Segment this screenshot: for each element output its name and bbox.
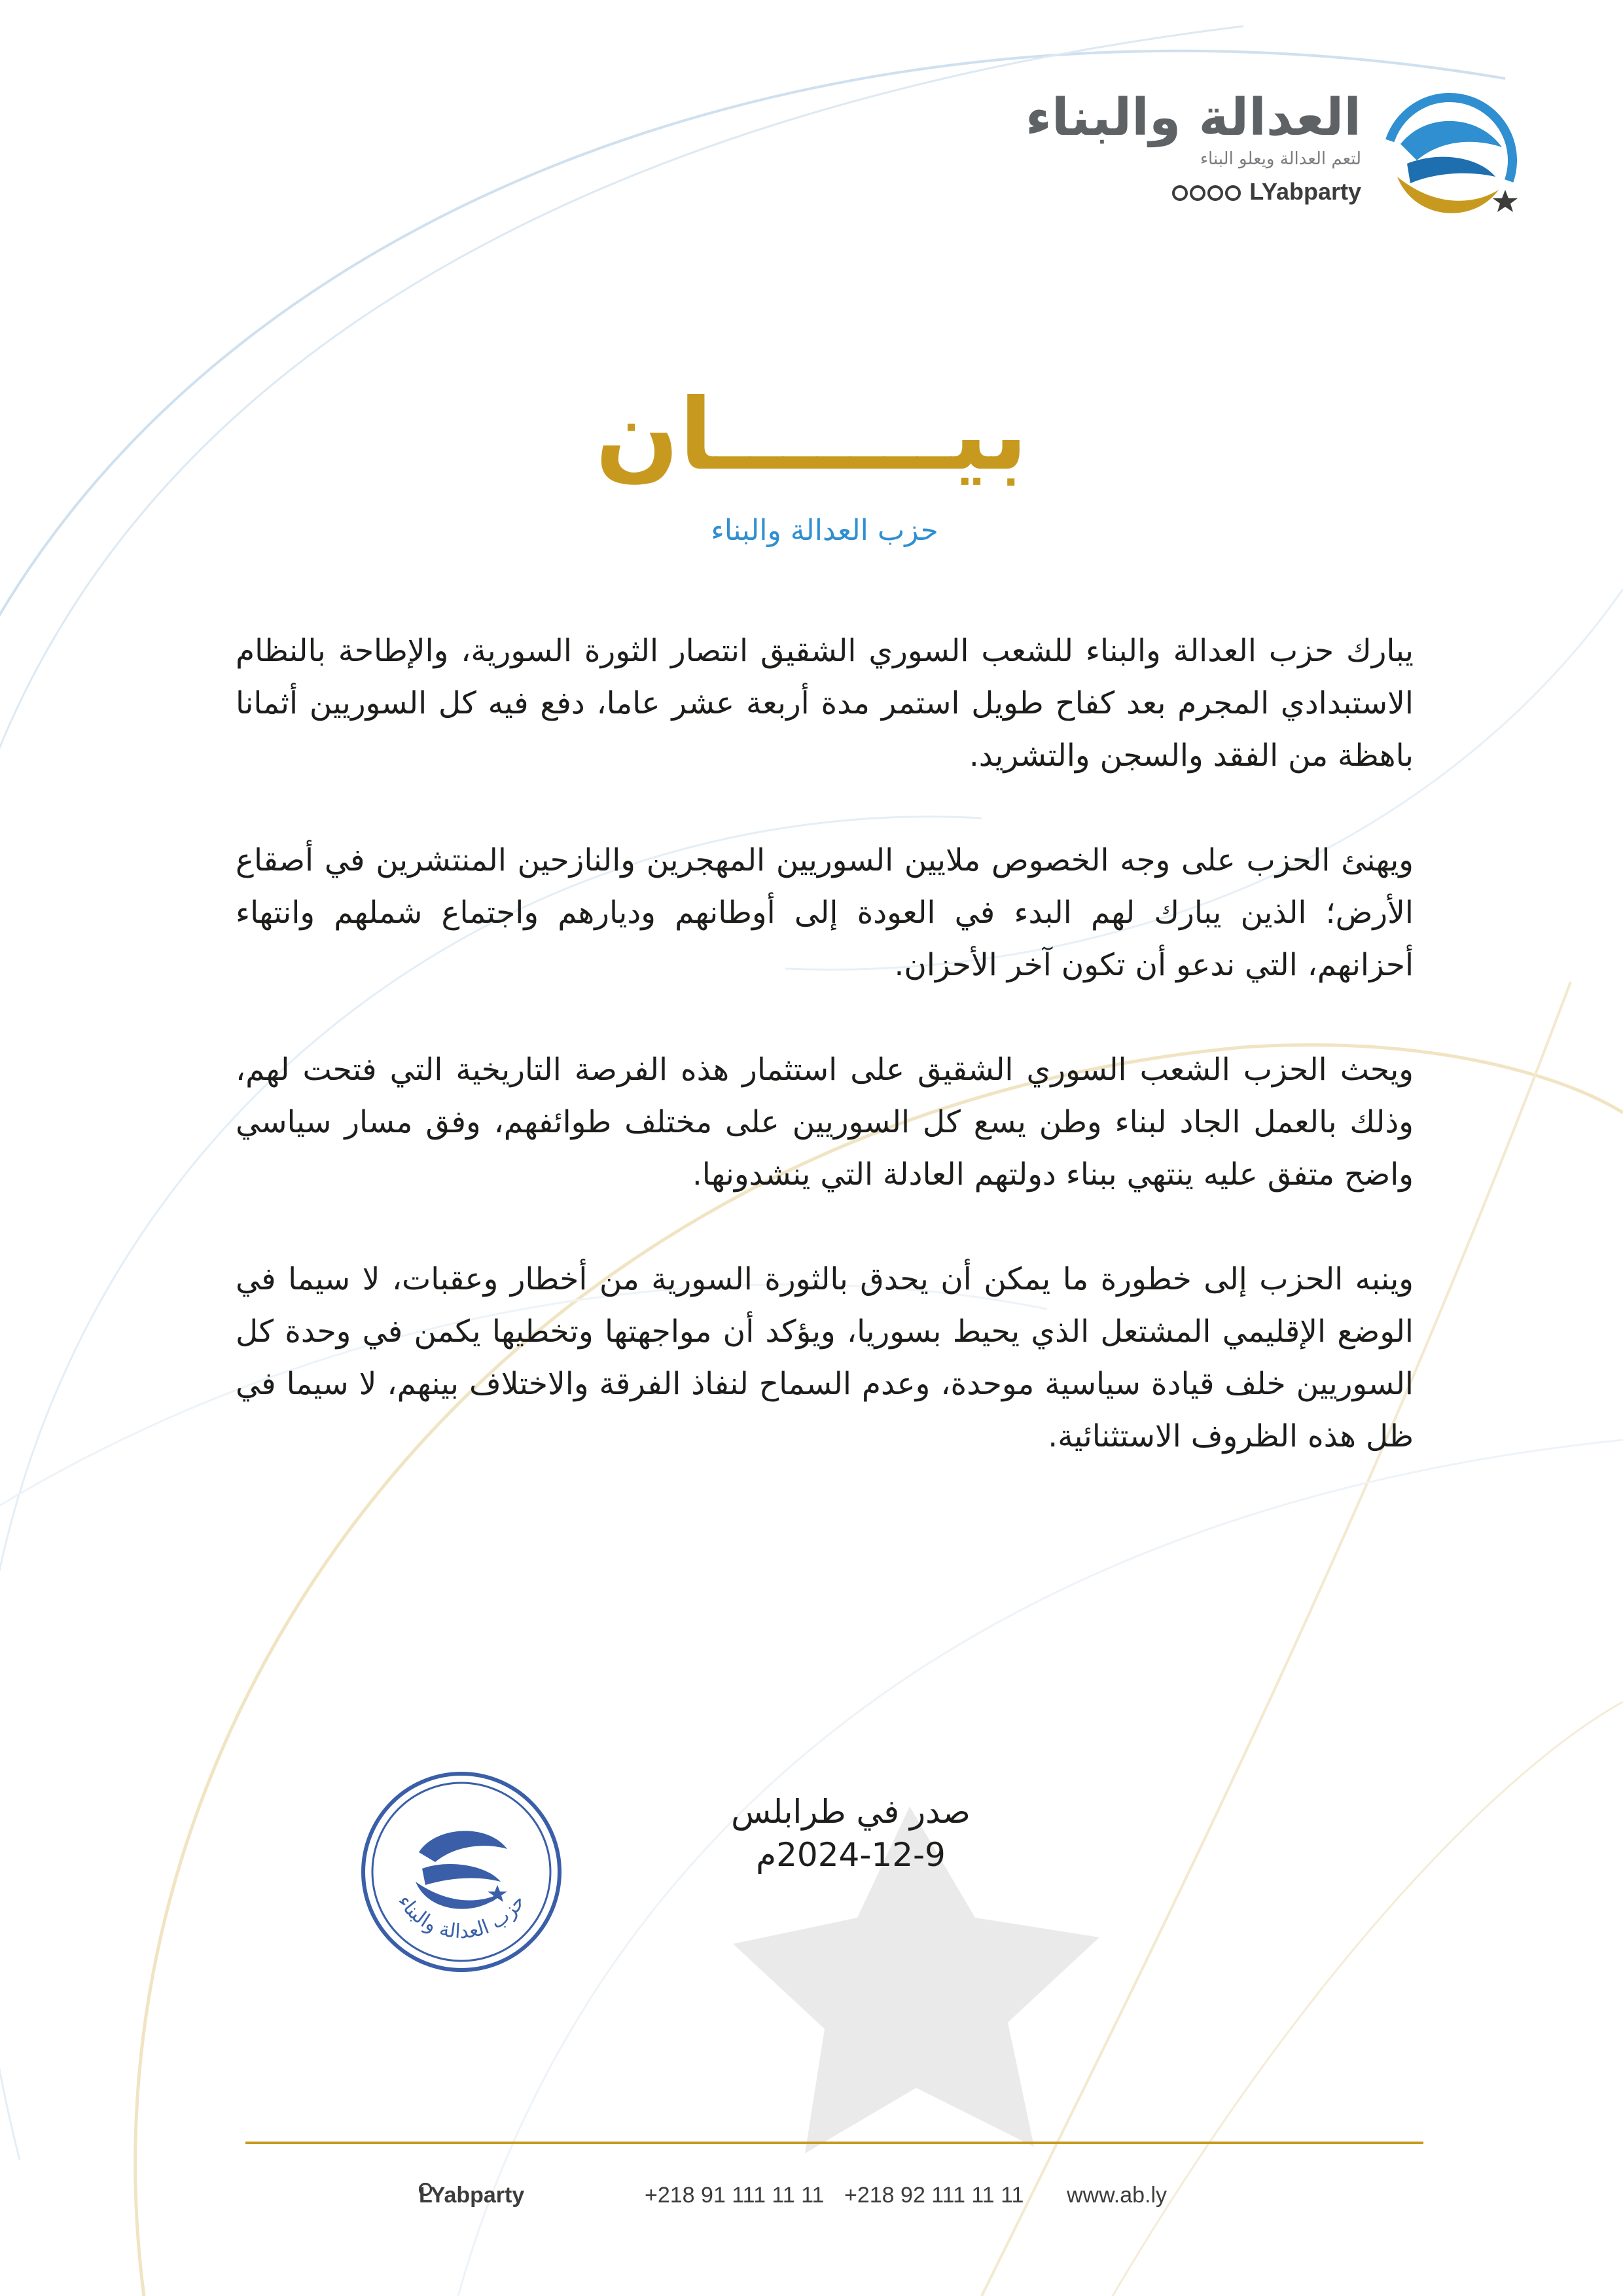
statement-title: بيـــــــان xyxy=(595,378,1028,492)
issued-block xyxy=(681,1790,1021,1876)
paragraph-3: ويحث الحزب الشعب السوري الشقيق على استثمار هذه الفرصة التاريخية التي فتحت لهم، وذلك بالعمل الجاد لبناء وطن يسع كل السوريين على مختلف طوائفهم، وفق مسار سياسي واضح متفق عليه ينتهي ببناء دولتهم العادلة التي ينشدونها. xyxy=(236,1052,1414,1193)
footer-phone-1[interactable]: +218 91 111 11 11 xyxy=(645,2183,825,2208)
party-name: العدالة والبناء xyxy=(1026,88,1361,147)
statement-subtitle: حزب العدالة والبناء xyxy=(711,514,938,547)
social-handle-row xyxy=(1021,178,1361,206)
footer-phone-2[interactable]: +218 92 111 11 11 xyxy=(844,2183,1024,2208)
social-handle: LYabparty xyxy=(1249,177,1361,205)
statement-title-block xyxy=(0,378,1623,547)
statement-body xyxy=(236,625,1414,1515)
twitter-icon xyxy=(1207,185,1223,201)
party-emblem-icon xyxy=(1381,92,1518,229)
footer-website-link[interactable]: www.ab.ly xyxy=(1067,2183,1168,2208)
footer xyxy=(419,2183,1217,2222)
party-slogan: لتعم العدالة ويعلو البناء xyxy=(1200,149,1361,169)
footer-social-handle: LYabparty xyxy=(419,2183,525,2208)
instagram-icon xyxy=(419,2183,432,2196)
facebook-icon xyxy=(1190,185,1205,201)
stamp-text: حزب العدالة والبناء xyxy=(393,1890,530,1944)
paragraph-4: وينبه الحزب إلى خطورة ما يمكن أن يحدق بالثورة السورية من أخطار وعقبات، لا سيما في الوضع الإقليمي المشتعل الذي يحيط بسوريا، ويؤكد أن مواجهتها وتخطيها يكمن في وحدة كل السوريين خلف قيادة سياسية موحدة، وعدم السماح لنفاذ الفرقة والاختلاف بينهم، لا سيما في ظل هذه الظروف الاستثنائية. xyxy=(236,1261,1414,1454)
youtube-icon xyxy=(1172,185,1188,201)
paragraph-2: ويهنئ الحزب على وجه الخصوص ملايين السوريين المهجرين والنازحين المنتشرين في أصقاع الأرض؛ الذين يبارك لهم البدء في العودة إلى أوطانهم وديارهم واجتماع شملهم وانتهاء أحزانهم، التي ندعو أن تكون آخر الأحزان. xyxy=(236,842,1414,983)
issued-place: صدر في طرابلس xyxy=(731,1793,971,1831)
footer-divider xyxy=(245,2142,1423,2144)
party-stamp xyxy=(357,1767,566,1977)
paragraph-1: يبارك حزب العدالة والبناء للشعب السوري الشقيق انتصار الثورة السورية، والإطاحة بالنظام الاستبدادي المجرم بعد كفاح طويل استمر مدة أربعة عشر عاما، دفع فيه كل السوريين أثمانا باهظة من الفقد والسجن والتشريد. xyxy=(236,633,1414,774)
instagram-icon xyxy=(1225,185,1241,201)
issued-date: 2024-12-9م xyxy=(756,1836,946,1874)
party-logo xyxy=(1021,85,1518,236)
footer-social xyxy=(419,2183,524,2208)
